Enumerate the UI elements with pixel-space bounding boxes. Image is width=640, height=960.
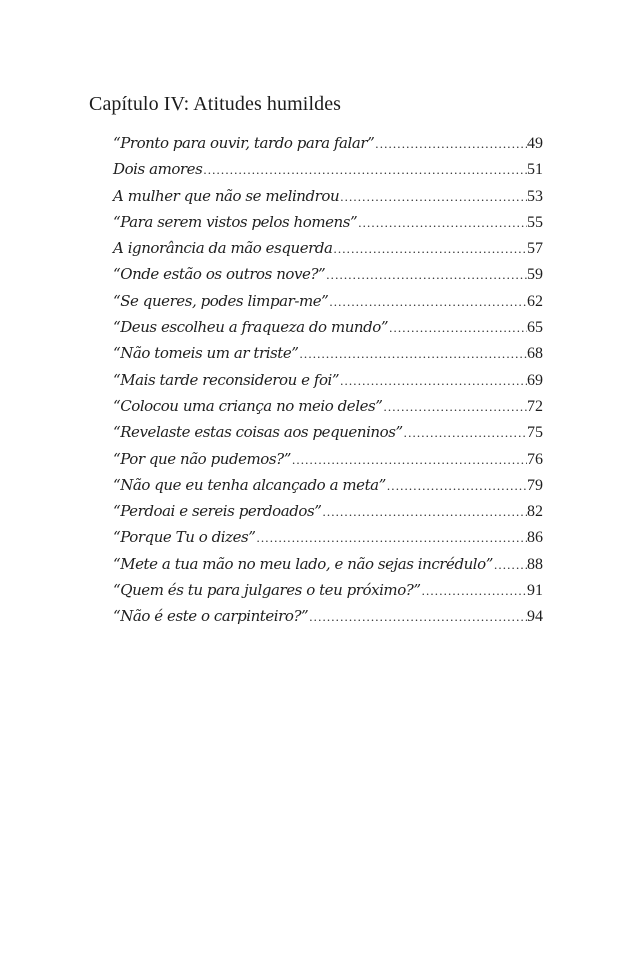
toc-entry-page-number: 55	[527, 213, 543, 231]
toc-entry	[113, 183, 543, 209]
toc-dot-leader	[357, 210, 527, 236]
toc-entry-page-number: 76	[527, 450, 543, 468]
toc-dot-leader	[339, 184, 527, 210]
toc-entry	[113, 577, 543, 603]
toc-dot-leader	[202, 157, 527, 183]
toc-dot-leader	[388, 315, 527, 341]
toc-entry-title: “Não tomeis um ar triste”	[113, 344, 299, 363]
toc-entry-title: Dois amores	[113, 160, 203, 179]
toc-entry	[113, 603, 543, 629]
toc-entry	[113, 130, 543, 156]
toc-dot-leader	[421, 578, 527, 604]
toc-dot-leader	[256, 525, 528, 551]
toc-entry-page-number: 75	[527, 424, 543, 442]
toc-entry-page-number: 88	[527, 555, 543, 573]
toc-entry	[113, 261, 543, 287]
toc-entry-page-number: 72	[527, 397, 543, 415]
toc-entry-title: A ignorância da mão esquerda	[113, 239, 333, 258]
toc-entry-title: “Deus escolheu a fraqueza do mundo”	[113, 318, 389, 337]
toc-entry-page-number: 51	[527, 161, 543, 179]
toc-entry-page-number: 82	[527, 503, 543, 521]
toc-dot-leader	[325, 262, 527, 288]
toc-entry	[113, 446, 543, 472]
toc-entry-page-number: 79	[527, 476, 543, 494]
toc-entry-title: A mulher que não se melindrou	[113, 186, 340, 205]
toc-entry-page-number: 68	[527, 345, 543, 363]
toc-dot-leader	[374, 131, 527, 157]
toc-entry	[113, 209, 543, 235]
toc-entry-title: “Se queres, podes limpar-me”	[113, 291, 329, 310]
toc-entry-title: “Mais tarde reconsiderou e foi”	[113, 370, 340, 389]
toc-entry-page-number: 86	[527, 529, 543, 547]
toc-entry-page-number: 53	[527, 187, 543, 205]
toc-entry	[113, 551, 543, 577]
toc-entry-title: “Não que eu tenha alcançado a meta”	[113, 475, 386, 494]
toc-entry-page-number: 62	[527, 292, 543, 310]
chapter-title: Capítulo IV: Atitudes humildes	[89, 93, 342, 115]
toc-entry-page-number: 65	[527, 319, 543, 337]
toc-entry	[113, 367, 543, 393]
toc-entry-title: “Perdoai e sereis perdoados”	[113, 502, 322, 521]
toc-entry	[113, 419, 543, 445]
table-of-contents	[113, 130, 543, 630]
toc-entry-page-number: 49	[527, 135, 543, 152]
toc-entry-page-number: 91	[527, 582, 543, 600]
toc-dot-leader	[386, 473, 527, 499]
toc-dot-leader	[291, 447, 527, 473]
toc-entry	[113, 288, 543, 314]
toc-entry-title: “Não é este o carpinteiro?”	[113, 607, 309, 626]
toc-entry-page-number: 57	[527, 240, 543, 258]
toc-entry-title: “Revelaste estas coisas aos pequeninos”	[113, 423, 403, 442]
toc-dot-leader	[493, 552, 527, 578]
toc-entry-title: “Porque Tu o dizes”	[113, 528, 256, 547]
toc-entry	[113, 472, 543, 498]
toc-entry	[113, 498, 543, 524]
toc-dot-leader	[308, 604, 527, 630]
toc-entry	[113, 524, 543, 550]
toc-dot-leader	[339, 368, 527, 394]
toc-entry-title: “Pronto para ouvir, tardo para falar”	[113, 134, 375, 152]
toc-entry	[113, 393, 543, 419]
toc-entry-title: “Quem és tu para julgares o teu próximo?”	[113, 581, 421, 600]
toc-entry-title: “Colocou uma criança no meio deles”	[113, 396, 383, 415]
toc-entry	[113, 340, 543, 366]
toc-entry-page-number: 69	[527, 371, 543, 389]
toc-entry-title: “Para serem vistos pelos homens”	[113, 212, 358, 231]
toc-dot-leader	[382, 394, 527, 420]
toc-dot-leader	[321, 499, 527, 525]
toc-dot-leader	[299, 341, 527, 367]
toc-entry-page-number: 94	[527, 608, 543, 626]
toc-entry-title: “Onde estão os outros nove?”	[113, 265, 326, 284]
toc-entry	[113, 235, 543, 261]
toc-dot-leader	[328, 289, 527, 315]
toc-dot-leader	[332, 236, 527, 262]
toc-dot-leader	[403, 420, 527, 446]
toc-entry-title: “Por que não pudemos?”	[113, 449, 291, 468]
toc-entry	[113, 314, 543, 340]
toc-entry-page-number: 59	[527, 266, 543, 284]
toc-entry	[113, 156, 543, 182]
toc-entry-title: “Mete a tua mão no meu lado, e não sejas incrédulo”	[113, 554, 493, 573]
